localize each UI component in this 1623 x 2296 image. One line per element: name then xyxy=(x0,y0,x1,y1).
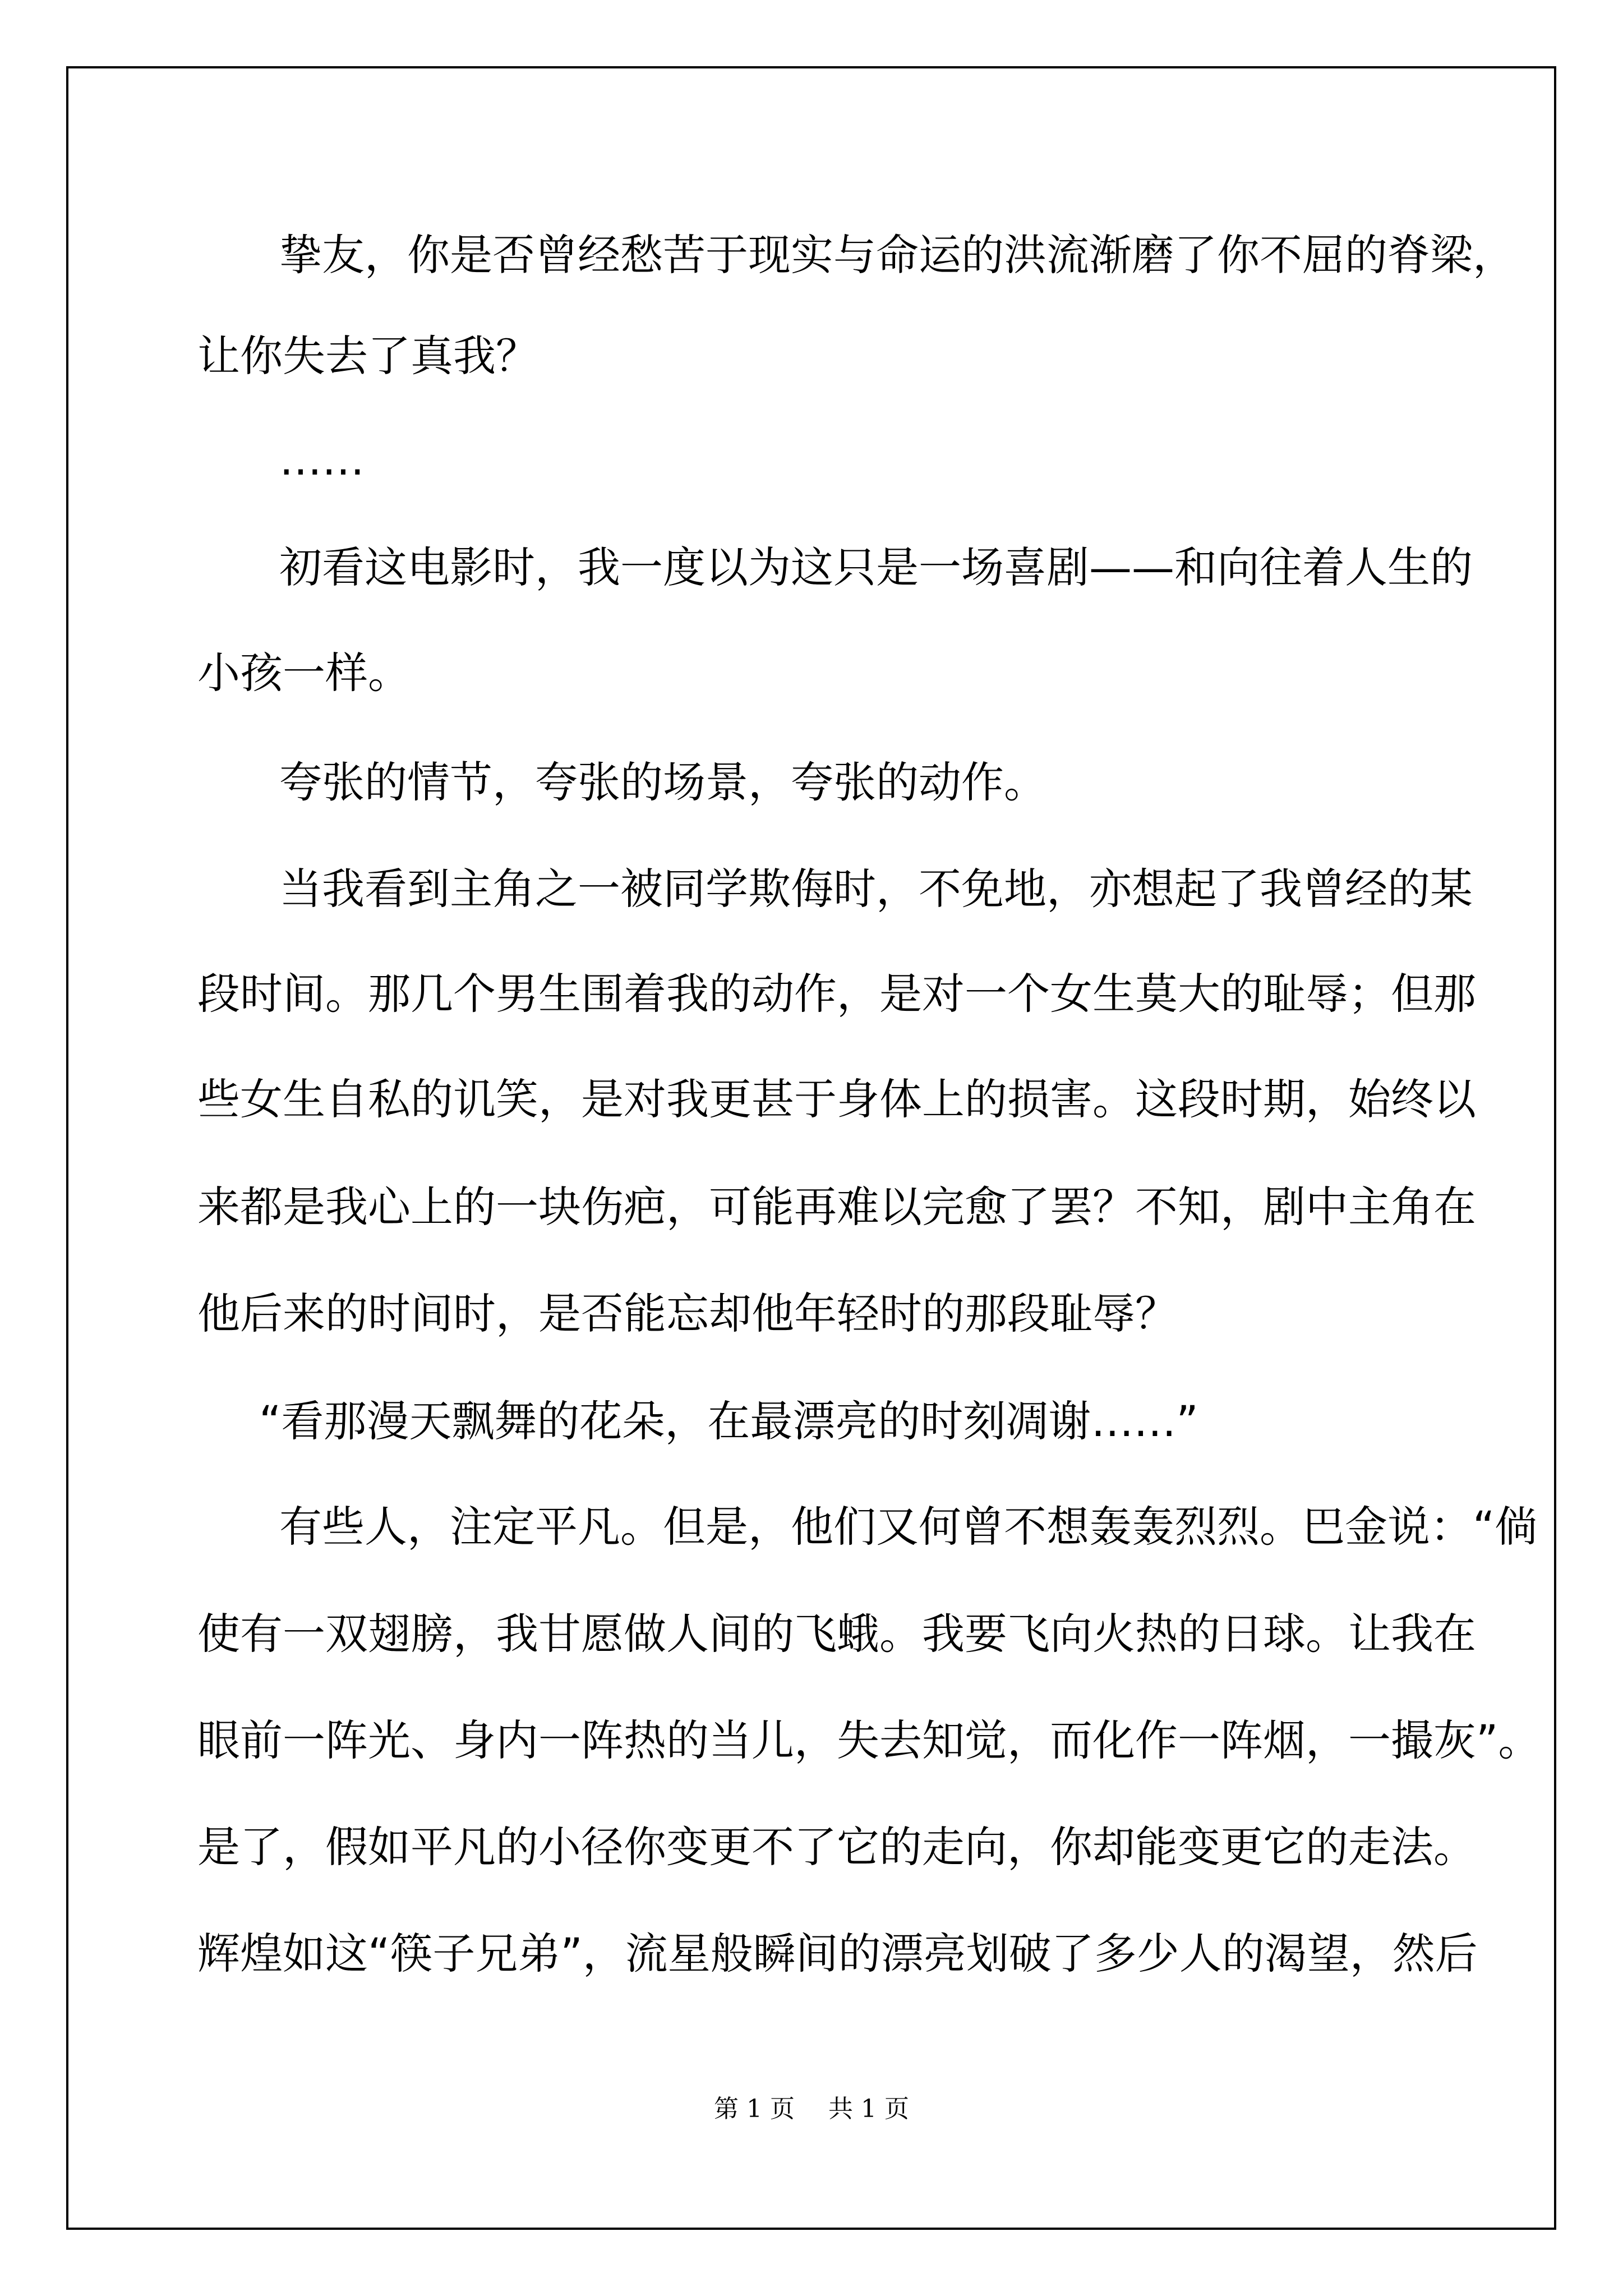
page-number: 第 1 页 xyxy=(714,2095,795,2123)
text-line: 让你失去了真我？ xyxy=(197,331,538,381)
text-line: 使有一双翅膀，我甘愿做人间的飞蛾。我要飞向火热的日球。让我在 xyxy=(197,1609,1476,1659)
page-footer xyxy=(0,2092,1623,2126)
text-line: …… xyxy=(279,435,365,485)
text-line: 他后来的时间时，是否能忘却他年轻时的那段耻辱？ xyxy=(197,1289,1178,1338)
text-line: 夸张的情节，夸张的场景，夸张的动作。 xyxy=(279,757,1046,807)
text-line: 来都是我心上的一块伤疤，可能再难以完愈了罢？不知，剧中主角在 xyxy=(197,1182,1476,1232)
text-line: “看那漫天飘舞的花朵，在最漂亮的时刻凋谢……” xyxy=(259,1396,1198,1446)
page-total: 共 1 页 xyxy=(828,2095,909,2123)
text-line: 眼前一阵光、身内一阵热的当儿，失去知觉，而化作一阵烟，一撮灰”。 xyxy=(197,1715,1541,1765)
text-line: 小孩一样。 xyxy=(197,648,411,698)
text-line: 段时间。那几个男生围着我的动作，是对一个女生莫大的耻辱；但那 xyxy=(197,969,1476,1019)
text-line: 些女生自私的讥笑，是对我更甚于身体上的损害。这段时期，始终以 xyxy=(197,1074,1476,1124)
text-line: 当我看到主角之一被同学欺侮时，不免地，亦想起了我曾经的某 xyxy=(279,864,1473,914)
page-border xyxy=(66,66,1556,2230)
text-line: 挚友，你是否曾经愁苦于现实与命运的洪流渐磨了你不屈的脊梁， xyxy=(279,230,1515,280)
text-line: 有些人，注定平凡。但是，他们又何曾不想轰轰烈烈。巴金说：“倘 xyxy=(279,1502,1538,1552)
text-line: 辉煌如这“筷子兄弟”，流星般瞬间的漂亮划破了多少人的渴望，然后 xyxy=(197,1929,1478,1978)
text-line: 初看这电影时，我一度以为这只是一场喜剧——和向往着人生的 xyxy=(279,542,1473,592)
text-line: 是了，假如平凡的小径你变更不了它的走向，你却能变更它的走法。 xyxy=(197,1822,1476,1872)
